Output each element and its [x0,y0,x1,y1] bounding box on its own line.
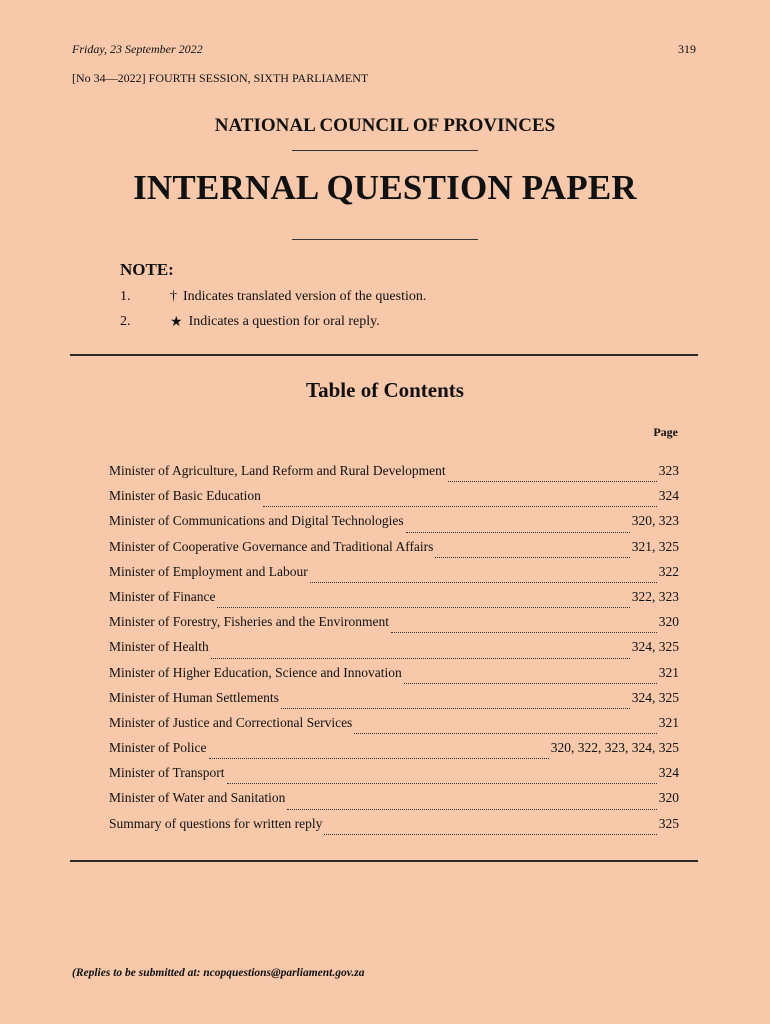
dot-leader [435,557,629,558]
note-item [120,289,426,305]
toc-entry [109,463,679,488]
dot-leader [209,758,549,759]
section-divider [70,860,698,862]
dot-leader [324,834,656,835]
dot-leader [281,708,630,709]
note-heading: NOTE: [120,260,174,279]
toc-entry-pages: 324, 325 [631,639,679,655]
toc-entry-pages: 320 [658,790,679,806]
toc-entry-label: Minister of Agriculture, Land Reform and Rural Development [109,463,446,478]
header-date: Friday, 23 September 2022 [72,42,203,56]
toc-entry [109,790,679,815]
section-divider [70,354,698,356]
toc-entry-pages: 320 [658,614,679,630]
toc-entry-label: Summary of questions for written reply [109,815,323,831]
page-title: INTERNAL QUESTION PAPER [133,168,637,207]
toc-entry [109,690,679,715]
toc-entry [109,715,679,740]
toc-entry-pages: 324, 325 [631,689,679,705]
toc-entry [109,816,679,841]
note-item-text: Indicates translated version of the question. [183,289,427,304]
header-session: [No 34—2022] FOURTH SESSION, SIXTH PARLIAMENT [72,71,369,85]
toc-entry-pages: 321, 325 [631,538,679,554]
toc-entry-label: Minister of Water and Sanitation [109,790,286,806]
toc-list [109,463,679,841]
toc-entry-pages: 321 [658,664,679,680]
star-icon: ★ [170,315,183,330]
toc-entry-pages: 324 [658,488,679,504]
toc-entry-pages: 320, 322, 323, 324, 325 [550,740,679,756]
note-item-number: 2. [120,314,131,329]
toc-entry [109,589,679,614]
toc-entry-pages: 322 [658,563,679,579]
toc-title: Table of Contents [306,378,464,402]
dagger-icon: † [170,289,177,304]
toc-entry-label: Minister of Transport [109,765,225,781]
toc-entry-label: Minister of Police [109,740,207,756]
toc-entry [109,765,679,790]
note-item-text: Indicates a question for oral reply. [188,314,380,329]
dot-leader [263,506,657,507]
note-item-number: 1. [120,289,131,304]
dot-leader [211,658,630,659]
toc-entry-label: Minister of Justice and Correctional Services [109,714,353,730]
toc-page-label: Page [653,425,678,439]
toc-entry [109,740,679,765]
toc-entry-label: Minister of Higher Education, Science and Innovation [109,664,402,680]
footer-note: (Replies to be submitted at: ncopquestions@parliament.gov.za [72,967,365,979]
divider [292,150,478,151]
toc-entry [109,513,679,538]
dot-leader [310,582,657,583]
toc-entry-pages: 323 [658,463,679,478]
toc-entry [109,564,679,589]
toc-entry-label: Minister of Human Settlements [109,689,279,705]
dot-leader [217,607,629,608]
toc-entry-label: Minister of Communications and Digital Technologies [109,513,404,529]
toc-entry-label: Minister of Forestry, Fisheries and the Environment [109,614,389,630]
divider [292,239,478,240]
dot-leader [227,783,657,784]
toc-entry-label: Minister of Finance [109,588,216,604]
council-heading: NATIONAL COUNCIL OF PROVINCES [214,115,556,136]
toc-entry-pages: 325 [658,815,679,831]
header-page-number: 319 [678,42,696,56]
toc-entry [109,488,679,513]
toc-entry-label: Minister of Employment and Labour [109,563,308,579]
dot-leader [406,532,630,533]
dot-leader [391,632,657,633]
toc-entry-pages: 321 [658,714,679,730]
toc-entry-pages: 322, 323 [631,588,679,604]
toc-entry [109,639,679,664]
toc-entry-pages: 324 [658,765,679,781]
dot-leader [287,809,656,810]
dot-leader [404,683,657,684]
toc-entry-label: Minister of Health [109,639,209,655]
toc-entry-pages: 320, 323 [631,513,679,529]
toc-entry [109,665,679,690]
dot-leader [354,733,656,734]
dot-leader [448,481,657,482]
toc-entry-label: Minister of Cooperative Governance and Traditional Affairs [109,538,434,554]
note-item [120,314,380,331]
toc-entry [109,614,679,639]
toc-entry-label: Minister of Basic Education [109,488,261,504]
toc-entry [109,539,679,564]
